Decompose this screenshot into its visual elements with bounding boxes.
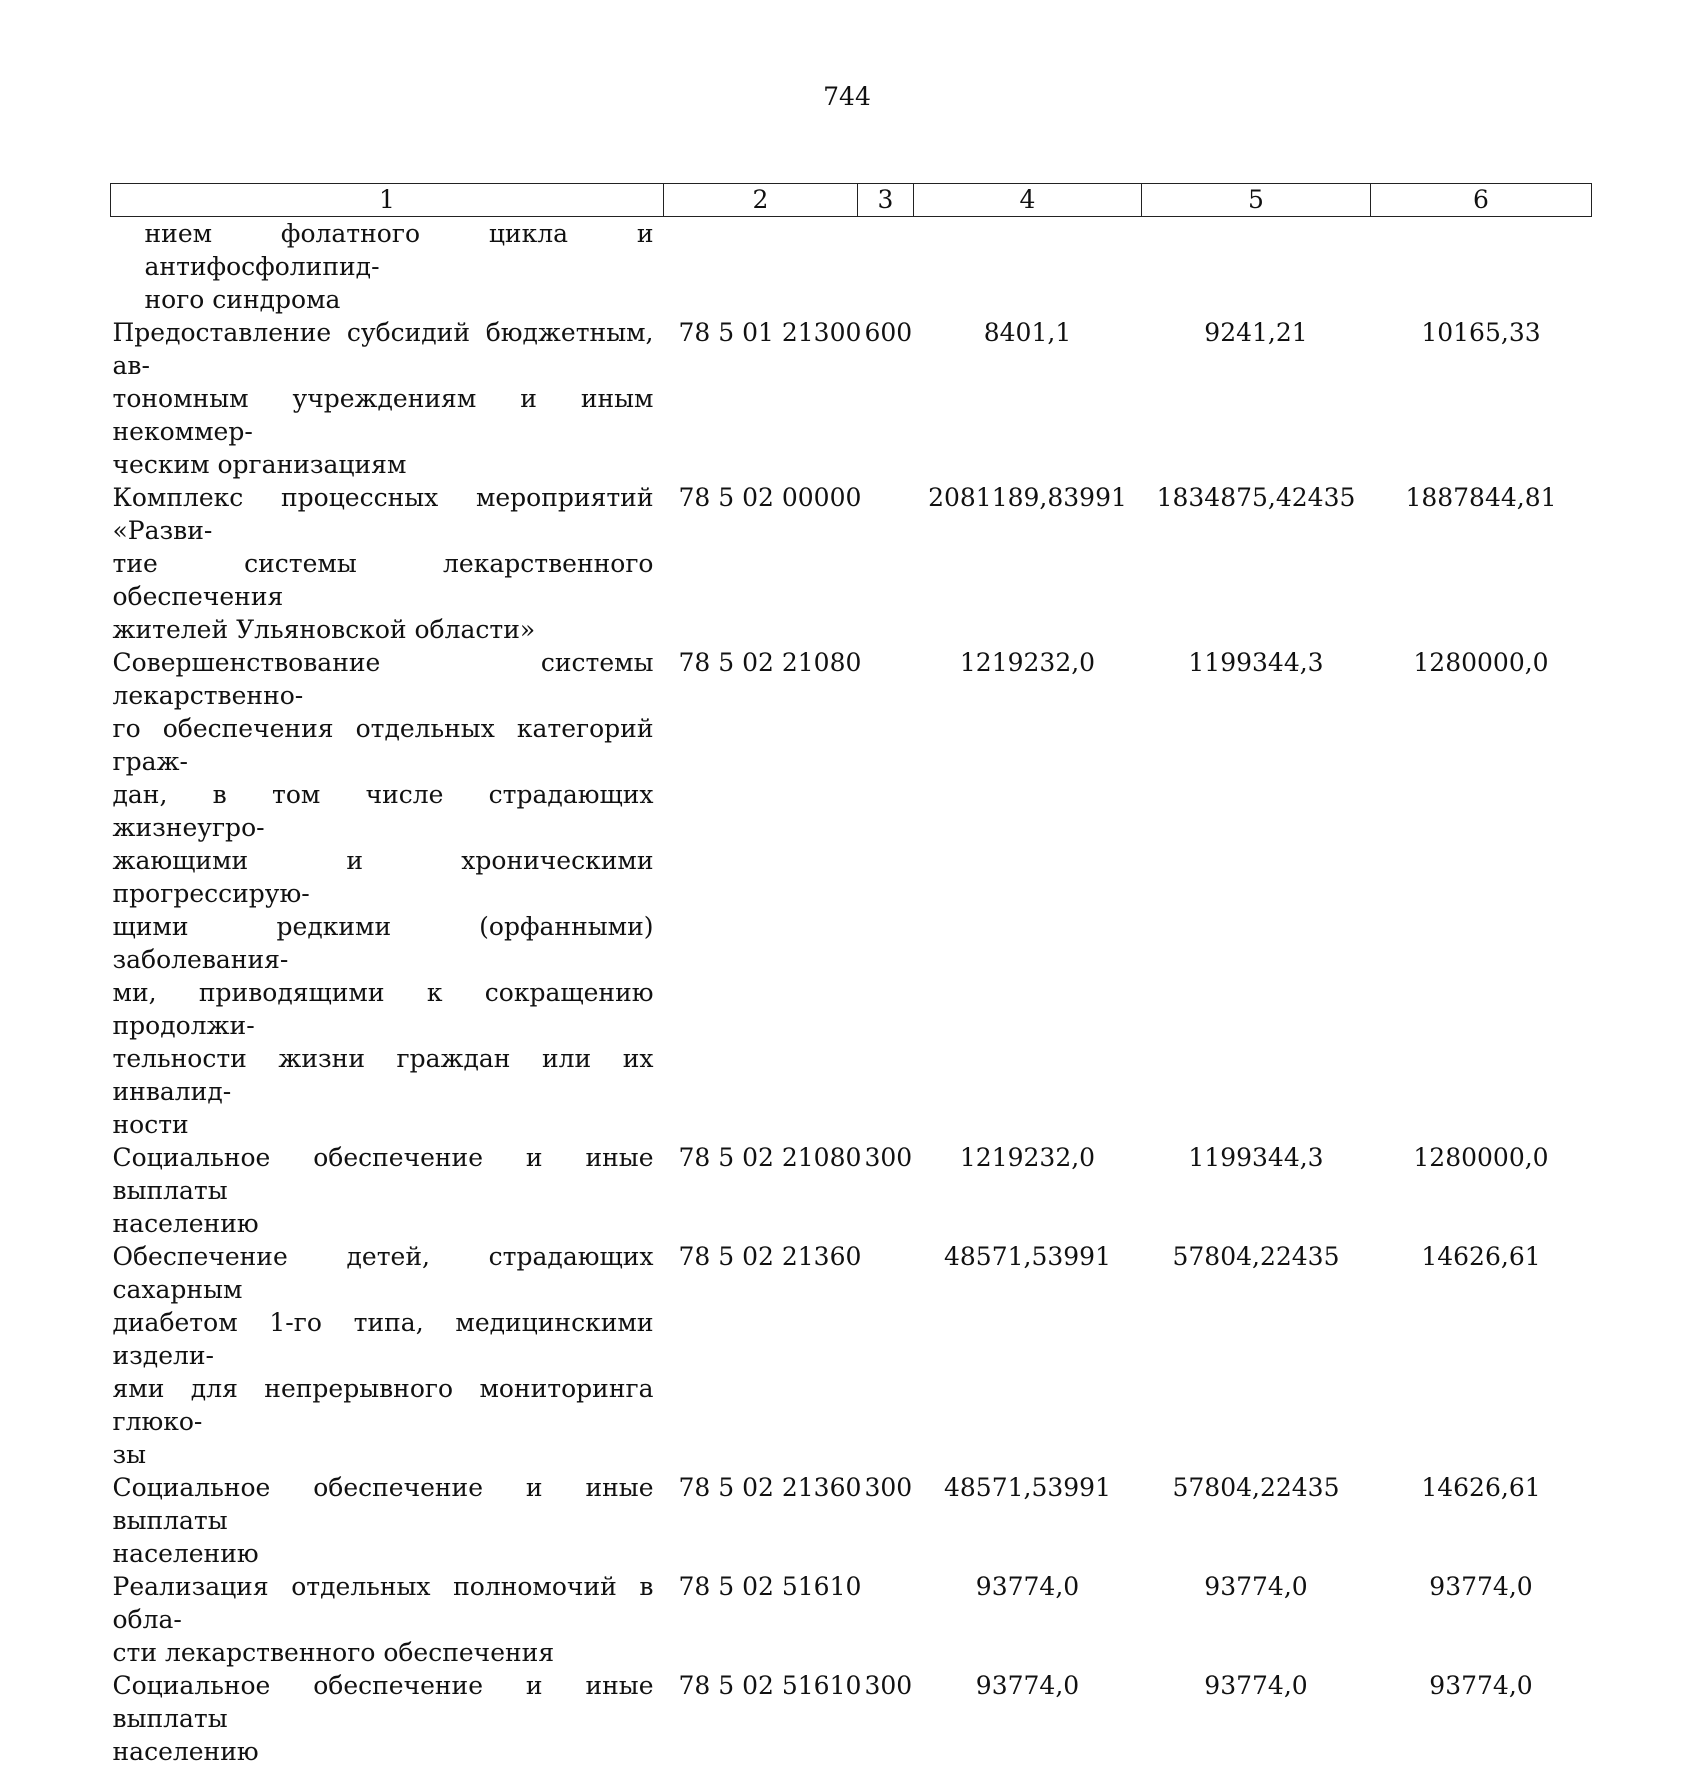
row-description bbox=[111, 217, 664, 317]
description-line: тономным учреждениям и иным некоммер- bbox=[113, 382, 654, 448]
description-line: населению bbox=[113, 1207, 654, 1240]
description-line: Обеспечение детей, страдающих сахарным bbox=[113, 1240, 654, 1306]
row-expense-type bbox=[858, 217, 914, 317]
row-expense-type: 300 bbox=[858, 1471, 914, 1570]
row-value-col6: 10165,33 bbox=[1371, 316, 1592, 481]
row-description bbox=[111, 1141, 664, 1240]
row-value-col6: 1887844,81 bbox=[1371, 481, 1592, 646]
row-value-col4 bbox=[914, 217, 1142, 317]
row-description bbox=[111, 316, 664, 481]
description-line: Социальное обеспечение и иные выплаты bbox=[113, 1669, 654, 1735]
row-expense-type: 600 bbox=[858, 316, 914, 481]
row-expense-type bbox=[858, 1240, 914, 1471]
row-code: 78 5 02 21080 bbox=[664, 646, 858, 1141]
table-row bbox=[111, 1141, 1592, 1240]
description-line: Предоставление субсидий бюджетным, ав- bbox=[113, 316, 654, 382]
column-header-4: 4 bbox=[914, 184, 1142, 217]
row-value-col6: 14626,61 bbox=[1371, 1240, 1592, 1471]
column-header-6: 6 bbox=[1371, 184, 1592, 217]
table-row bbox=[111, 481, 1592, 646]
row-code: 78 5 02 21360 bbox=[664, 1240, 858, 1471]
row-expense-type: 300 bbox=[858, 1141, 914, 1240]
row-expense-type bbox=[858, 481, 914, 646]
row-value-col6: 93774,0 bbox=[1371, 1570, 1592, 1669]
description-line: ного синдрома bbox=[145, 283, 654, 316]
row-description bbox=[111, 1570, 664, 1669]
description-line: ями для непрерывного мониторинга глюко- bbox=[113, 1372, 654, 1438]
description-line: го обеспечения отдельных категорий граж- bbox=[113, 712, 654, 778]
row-value-col5: 57804,22435 bbox=[1142, 1240, 1371, 1471]
column-header-1: 1 bbox=[111, 184, 664, 217]
row-value-col5: 93774,0 bbox=[1142, 1669, 1371, 1768]
row-expense-type bbox=[858, 646, 914, 1141]
row-value-col6: 93774,0 bbox=[1371, 1669, 1592, 1768]
row-value-col4: 93774,0 bbox=[914, 1669, 1142, 1768]
header-row bbox=[111, 184, 1592, 217]
row-description bbox=[111, 1471, 664, 1570]
row-value-col5: 1834875,42435 bbox=[1142, 481, 1371, 646]
column-header-2: 2 bbox=[664, 184, 858, 217]
description-line: ми, приводящими к сокращению продолжи- bbox=[113, 976, 654, 1042]
description-line: щими редкими (орфанными) заболевания- bbox=[113, 910, 654, 976]
table-row bbox=[111, 646, 1592, 1141]
row-code: 78 5 02 21360 bbox=[664, 1471, 858, 1570]
row-value-col5: 9241,21 bbox=[1142, 316, 1371, 481]
description-line: Реализация отдельных полномочий в обла- bbox=[113, 1570, 654, 1636]
description-line: Социальное обеспечение и иные выплаты bbox=[113, 1471, 654, 1537]
table-row bbox=[111, 217, 1592, 317]
column-header-3: 3 bbox=[858, 184, 914, 217]
row-code: 78 5 02 51610 bbox=[664, 1669, 858, 1768]
row-value-col6: 1280000,0 bbox=[1371, 646, 1592, 1141]
row-description bbox=[111, 1669, 664, 1768]
description-line: Социальное обеспечение и иные выплаты bbox=[113, 1141, 654, 1207]
row-value-col4: 48571,53991 bbox=[914, 1471, 1142, 1570]
description-line: диабетом 1-го типа, медицинскими издели- bbox=[113, 1306, 654, 1372]
row-value-col5 bbox=[1142, 217, 1371, 317]
row-value-col5: 93774,0 bbox=[1142, 1570, 1371, 1669]
row-value-col4: 1219232,0 bbox=[914, 1141, 1142, 1240]
row-description bbox=[111, 481, 664, 646]
table-row bbox=[111, 1570, 1592, 1669]
description-line: населению bbox=[113, 1735, 654, 1768]
table-row bbox=[111, 1471, 1592, 1570]
table-body bbox=[111, 217, 1592, 1768]
column-header-5: 5 bbox=[1142, 184, 1371, 217]
row-code: 78 5 02 51610 bbox=[664, 1570, 858, 1669]
row-value-col4: 8401,1 bbox=[914, 316, 1142, 481]
description-line: Комплекс процессных мероприятий «Разви- bbox=[113, 481, 654, 547]
row-code: 78 5 02 00000 bbox=[664, 481, 858, 646]
row-expense-type: 300 bbox=[858, 1669, 914, 1768]
row-value-col6 bbox=[1371, 217, 1592, 317]
row-value-col5: 1199344,3 bbox=[1142, 1141, 1371, 1240]
row-description bbox=[111, 646, 664, 1141]
description-line: ческим организациям bbox=[113, 448, 654, 481]
row-code: 78 5 02 21080 bbox=[664, 1141, 858, 1240]
table-row bbox=[111, 316, 1592, 481]
page-number: 744 bbox=[0, 82, 1694, 112]
description-line: сти лекарственного обеспечения bbox=[113, 1636, 654, 1669]
row-value-col4: 93774,0 bbox=[914, 1570, 1142, 1669]
description-line: населению bbox=[113, 1537, 654, 1570]
row-value-col4: 48571,53991 bbox=[914, 1240, 1142, 1471]
row-value-col6: 1280000,0 bbox=[1371, 1141, 1592, 1240]
row-value-col5: 57804,22435 bbox=[1142, 1471, 1371, 1570]
description-line: ности bbox=[113, 1108, 654, 1141]
description-line: жителей Ульяновской области» bbox=[113, 613, 654, 646]
description-line: нием фолатного цикла и антифосфолипид- bbox=[145, 217, 654, 283]
budget-table bbox=[110, 183, 1592, 1768]
description-line: дан, в том числе страдающих жизнеугро- bbox=[113, 778, 654, 844]
row-expense-type bbox=[858, 1570, 914, 1669]
row-code: 78 5 01 21300 bbox=[664, 316, 858, 481]
description-line: тельности жизни граждан или их инвалид- bbox=[113, 1042, 654, 1108]
row-description bbox=[111, 1240, 664, 1471]
table-row bbox=[111, 1240, 1592, 1471]
description-line: жающими и хроническими прогрессирую- bbox=[113, 844, 654, 910]
description-line: тие системы лекарственного обеспечения bbox=[113, 547, 654, 613]
row-value-col4: 2081189,83991 bbox=[914, 481, 1142, 646]
row-value-col4: 1219232,0 bbox=[914, 646, 1142, 1141]
row-value-col5: 1199344,3 bbox=[1142, 646, 1371, 1141]
row-value-col6: 14626,61 bbox=[1371, 1471, 1592, 1570]
table-row bbox=[111, 1669, 1592, 1768]
table-header bbox=[111, 184, 1592, 217]
description-line: Совершенствование системы лекарственно- bbox=[113, 646, 654, 712]
description-line: зы bbox=[113, 1438, 654, 1471]
row-code bbox=[664, 217, 858, 317]
